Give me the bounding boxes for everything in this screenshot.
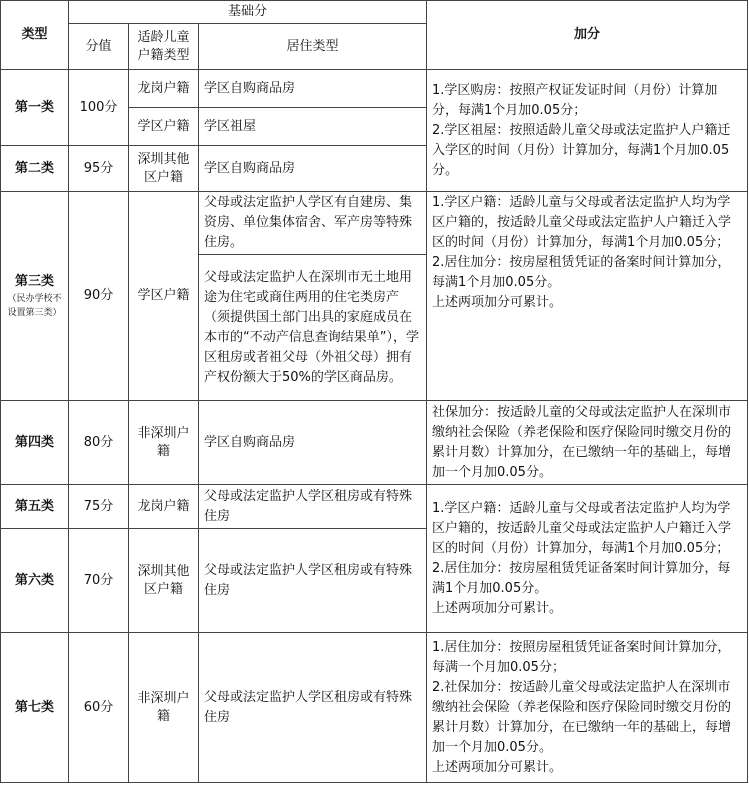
type-cell-7: 第七类 (1, 633, 69, 783)
header-bonus: 加分 (427, 1, 748, 70)
score-cell-3: 90分 (69, 192, 129, 401)
residence-cell-3a: 父母或法定监护人学区有自建房、集资房、单位集体宿舍、军产房等特殊住房。 (199, 192, 427, 255)
residence-cell-5: 父母或法定监护人学区租房或有特殊住房 (199, 485, 427, 529)
type-3-label: 第三类 (14, 274, 54, 289)
bonus-5-item-2: 2.居住加分：按房屋租赁凭证备案时间计算加分，每满1个月加0.05分。 (432, 560, 731, 596)
score-cell-2: 95分 (69, 146, 129, 192)
bonus-cell-3 (427, 192, 748, 401)
residence-cell-4: 学区自购商品房 (199, 401, 427, 485)
hukou-cell-6: 深圳其他区户籍 (129, 529, 199, 633)
header-base-score: 基础分 (69, 1, 427, 24)
type-cell-5: 第五类 (1, 485, 69, 529)
type-cell-4: 第四类 (1, 401, 69, 485)
bonus-cell-7 (427, 633, 748, 783)
bonus-5-item-1: 1.学区户籍：适龄儿童与父母或者法定监护人均为学区户籍的，按适龄儿童父母或法定监护人户籍迁入学区的时间（月份）计算加分，每满1个月加0.05分； (432, 500, 732, 556)
hukou-cell-7: 非深圳户籍 (129, 633, 199, 783)
bonus-7-item-2: 2.社保加分：按适龄儿童父母或法定监护人在深圳市缴纳社会保险（养老保险和医疗保险同时缴交月份的累计月数）计算加分，在已缴纳一年的基础上，每增加一个月加0.05分。 (432, 679, 732, 755)
bonus-4-item-1: 社保加分：按适龄儿童的父母或法定监护人在深圳市缴纳社会保险（养老保险和医疗保险同时缴交月份的累计月数）计算加分，在已缴纳一年的基础上，每增加一个月加0.05分。 (432, 404, 732, 480)
type-3-note: （民办学校不设置第三类） (7, 294, 62, 318)
hukou-cell-3: 学区户籍 (129, 192, 199, 401)
bonus-3-item-1: 1.学区户籍：适龄儿童与父母或者法定监护人均为学区户籍的，按适龄儿童父母或法定监护人户籍迁入学区的时间（月份）计算加分，每满1个月加0.05分； (432, 195, 732, 250)
header-type: 类型 (1, 1, 69, 70)
bonus-3-item-3: 上述两项加分可累计。 (432, 295, 563, 310)
residence-cell-2: 学区自购商品房 (199, 146, 427, 192)
bonus-1-item-2: 2.学区祖屋：按照适龄儿童父母或法定监护人户籍迁入学区的时间（月份）计算加分，每满1个月加0.05分。 (432, 122, 731, 178)
bonus-cell-1 (427, 70, 748, 192)
header-residence-type: 居住类型 (199, 24, 427, 70)
type-cell-2: 第二类 (1, 146, 69, 192)
hukou-cell-4: 非深圳户籍 (129, 401, 199, 485)
residence-cell-1b: 学区祖屋 (199, 108, 427, 146)
score-cell-1: 100分 (69, 70, 129, 146)
score-cell-6: 70分 (69, 529, 129, 633)
type-cell-6: 第六类 (1, 529, 69, 633)
type-cell-1: 第一类 (1, 70, 69, 146)
hukou-cell-5: 龙岗户籍 (129, 485, 199, 529)
bonus-7-item-1: 1.居住加分：按照房屋租赁凭证备案时间计算加分，每满一个月加0.05分； (432, 639, 731, 675)
residence-cell-7: 父母或法定监护人学区租房或有特殊住房 (199, 633, 427, 783)
header-hukou-type: 适龄儿童户籍类型 (129, 24, 199, 70)
bonus-cell-5 (427, 485, 748, 633)
bonus-3-item-2: 2.居住加分：按房屋租赁凭证的备案时间计算加分，每满1个月加0.05分。 (432, 255, 731, 290)
residence-cell-1a: 学区自购商品房 (199, 70, 427, 108)
residence-cell-3b: 父母或法定监护人在深圳市无土地用途为住宅或商住两用的住宅类房产（须提供国土部门出具的家庭成员在本市的“不动产信息查询结果单”），学区租房或者祖父母（外祖父母）拥有产权份额大于50%的学区商品房。 (199, 255, 427, 401)
header-score: 分值 (69, 24, 129, 70)
hukou-cell-2: 深圳其他区户籍 (129, 146, 199, 192)
bonus-7-item-3: 上述两项加分可累计。 (432, 759, 563, 775)
residence-cell-6: 父母或法定监护人学区租房或有特殊住房 (199, 529, 427, 633)
type-cell-3 (1, 192, 69, 401)
bonus-1-item-1: 1.学区购房：按照产权证发证时间（月份）计算加分，每满1个月加0.05分； (432, 82, 718, 118)
score-cell-7: 60分 (69, 633, 129, 783)
hukou-cell-1a: 龙岗户籍 (129, 70, 199, 108)
hukou-cell-1b: 学区户籍 (129, 108, 199, 146)
score-cell-5: 75分 (69, 485, 129, 529)
bonus-cell-4 (427, 401, 748, 485)
score-cell-4: 80分 (69, 401, 129, 485)
bonus-5-item-3: 上述两项加分可累计。 (432, 600, 563, 616)
